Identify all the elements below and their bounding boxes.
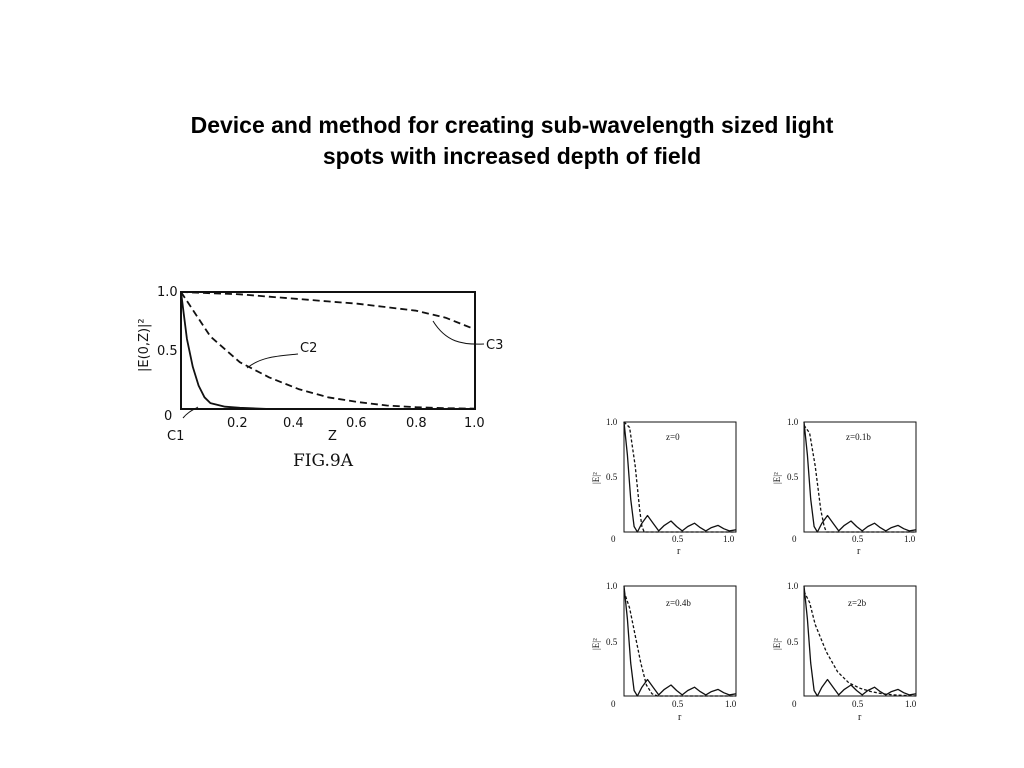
panel-title: z=0.1b <box>846 432 871 442</box>
fig-9a-label-c2: C2 <box>300 341 318 356</box>
panel-ylabel: |E|² <box>591 638 601 650</box>
panel-xtick-label: 1.0 <box>904 534 916 544</box>
panel-ytick-label: 0.5 <box>606 637 618 647</box>
fig-9a-xtick-label: 1.0 <box>464 416 485 431</box>
fig-9a-ytick-label: 0.5 <box>157 344 178 359</box>
panel-xtick-label: 1.0 <box>905 699 917 709</box>
panel-xtick-label: 0.5 <box>852 699 864 709</box>
panel-xtick-label: 1.0 <box>725 699 737 709</box>
fig-9a-xlabel: Z <box>328 429 337 444</box>
panel-xlabel: r <box>857 546 861 557</box>
fig-9a-label-c1: C1 <box>167 429 185 444</box>
fig-9a-xtick-label: 0.6 <box>346 416 367 431</box>
panel-ytick-label: 1.0 <box>606 417 618 427</box>
panel-z2b <box>772 581 917 723</box>
panel-xlabel: r <box>678 712 682 723</box>
panel-ytick-label: 1.0 <box>787 581 799 591</box>
panel-ytick-label: 0 <box>611 534 616 544</box>
panel-ytick-label: 0.5 <box>787 472 799 482</box>
panel-xtick-label: 0.5 <box>852 534 864 544</box>
slide-title-line-2: spots with increased depth of field <box>322 143 702 169</box>
fig-9a-xtick-label: 0.8 <box>406 416 427 431</box>
panel-title: z=2b <box>848 598 867 608</box>
panel-z0-1b <box>772 417 916 557</box>
panel-ytick-label: 0 <box>792 534 797 544</box>
fig-9a-caption: FIG.9A <box>293 451 353 471</box>
panel-z0-4b <box>591 581 737 723</box>
fig-9a-origin-label: 0 <box>164 409 173 424</box>
fig-9a-xtick-label: 0.2 <box>227 416 248 431</box>
slide-title-line-1: Device and method for creating sub-wavelength sized light <box>190 112 834 138</box>
fig-9a-ylabel: |E(0,Z)|² <box>137 318 152 372</box>
panel-title: z=0 <box>666 432 680 442</box>
panel-xtick-label: 0.5 <box>672 534 684 544</box>
panel-title: z=0.4b <box>666 598 691 608</box>
panel-ylabel: |E|² <box>591 472 601 484</box>
panel-xlabel: r <box>677 546 681 557</box>
panel-ytick-label: 1.0 <box>606 581 618 591</box>
panel-ytick-label: 0.5 <box>606 472 618 482</box>
fig-9a-label-c3: C3 <box>486 338 504 353</box>
panel-xtick-label: 0.5 <box>672 699 684 709</box>
fig-9a-xtick-label: 0.4 <box>283 416 304 431</box>
panel-ytick-label: 0 <box>611 699 616 709</box>
panel-ytick-label: 0 <box>792 699 797 709</box>
panel-ylabel: |E|² <box>772 472 782 484</box>
series-line-curve-1 <box>624 422 736 532</box>
panel-xtick-label: 1.0 <box>723 534 735 544</box>
panel-ylabel: |E|² <box>772 638 782 650</box>
panel-series-group <box>624 422 736 532</box>
panel-ytick-label: 0.5 <box>787 637 799 647</box>
panel-z0 <box>591 417 736 557</box>
panel-ytick-label: 1.0 <box>787 417 799 427</box>
fig-9a-ytick-label: 1.0 <box>157 285 178 300</box>
panel-xlabel: r <box>858 712 862 723</box>
